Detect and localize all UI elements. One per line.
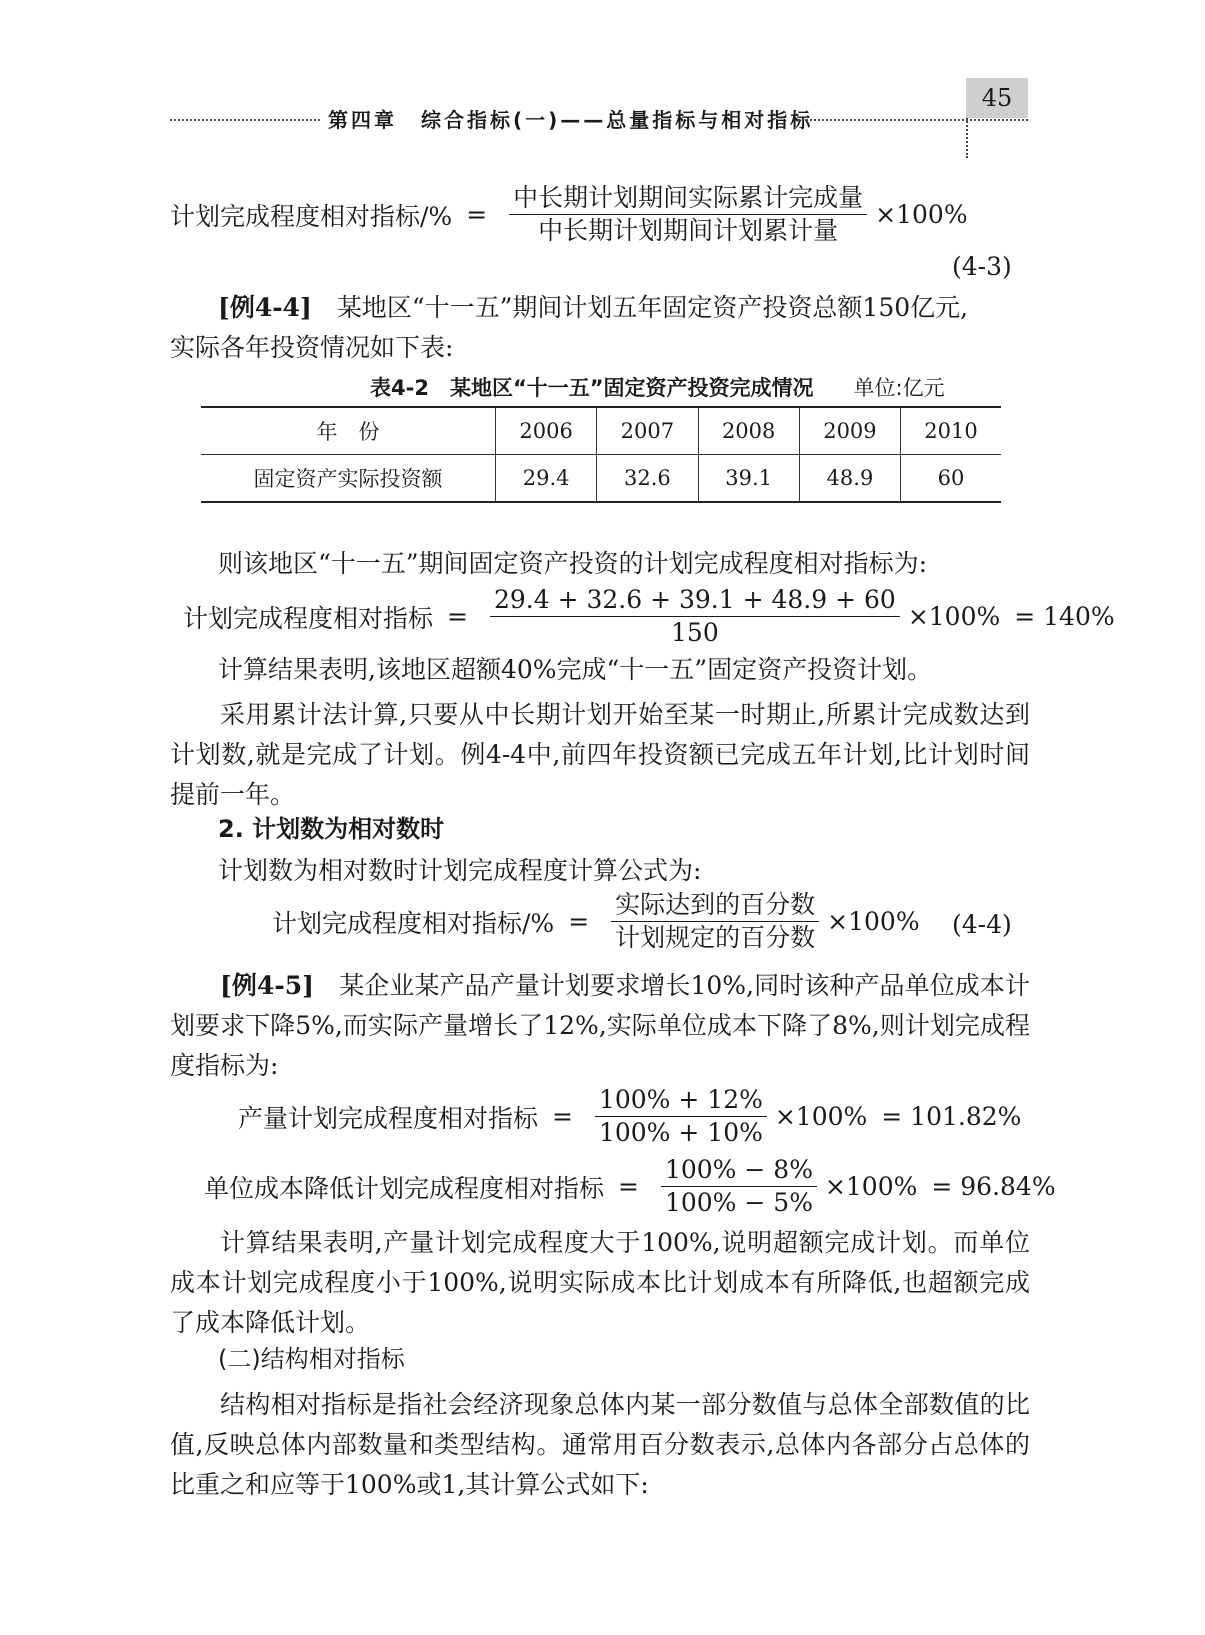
formula-label: 单位成本降低计划完成程度相对指标	[204, 1173, 605, 1203]
table-cell: 60	[901, 455, 1001, 503]
table-cell: 2008	[698, 407, 799, 455]
formula-equals: =	[466, 200, 488, 229]
example-tag: [例4-5]	[220, 971, 315, 1000]
formula-result: = 96.84%	[931, 1172, 1056, 1201]
formula-denominator: 100% − 5%	[664, 1188, 813, 1217]
example-4-5	[170, 966, 1030, 1086]
formula-multiplier: ×100%	[774, 1102, 868, 1131]
formula-label: 计划完成程度相对指标/%	[170, 201, 453, 231]
example-text: 某企业某产品产量计划要求增长10%,同时该种产品单位成本计划要求下降5%,而实际产量增长了12%,实际单位成本下降了8%,则计划完成程度指标为:	[170, 971, 1030, 1080]
formula-multiplier: ×100%	[875, 200, 968, 229]
formula-result: = 140%	[1014, 602, 1115, 631]
table-cell: 32.6	[597, 455, 698, 503]
formula-4-4	[272, 890, 920, 953]
equation-number-4-4: (4-4)	[952, 910, 1012, 939]
example-4-4-line2: 实际各年投资情况如下表:	[170, 333, 454, 362]
formula-equals: =	[447, 602, 468, 631]
section-2-heading: 2. 计划数为相对数时	[218, 815, 445, 843]
cumulative-paragraph: 采用累计法计算,只要从中长期计划开始至某一时期止,所累计完成数达到计划数,就是完成了计划。例4-4中,前四年投资额已完成五年计划,比计划时间提前一年。	[170, 700, 1030, 809]
formula-fraction	[611, 890, 819, 953]
equation-number-4-3: (4-3)	[952, 252, 1012, 281]
header-rule-right	[798, 119, 1028, 121]
formula-numerator: 中长期计划期间实际累计完成量	[509, 183, 867, 215]
formula-multiplier: ×100%	[907, 602, 1001, 631]
chapter-title: 综合指标(一)——总量指标与相对指标	[421, 108, 814, 132]
example-text: 某地区“十一五”期间计划五年固定资产投资总额150亿元,	[336, 293, 969, 322]
table-cell: 2009	[799, 407, 900, 455]
structure-paragraph: 结构相对指标是指社会经济现象总体内某一部分数值与总体全部数值的比值,反映总体内部数量和类型结构。通常用百分数表示,总体内各部分占总体的比重之和应等于100%或1,其计算公式如下:	[170, 1390, 1030, 1499]
formula-result: = 101.82%	[881, 1102, 1022, 1131]
header-vertical-rule	[966, 118, 968, 158]
table-row	[201, 455, 1001, 503]
formula-label: 产量计划完成程度相对指标	[238, 1103, 539, 1133]
formula-intro: 计划数为相对数时计划完成程度计算公式为:	[218, 856, 702, 885]
formula-equals: =	[552, 1102, 573, 1131]
example-4-4-line1	[218, 293, 968, 323]
formula-multiplier: ×100%	[824, 1172, 918, 1201]
table-cell: 48.9	[799, 455, 900, 503]
result-intro: 则该地区“十一五”期间固定资产投资的计划完成程度相对指标为:	[218, 549, 927, 578]
formula-denominator: 中长期计划期间计划累计量	[538, 216, 839, 245]
table-unit: 单位:亿元	[853, 376, 945, 400]
formula-fraction	[509, 183, 867, 246]
table-cell: 2006	[496, 407, 597, 455]
formula-4-3	[170, 183, 968, 246]
formula-fraction	[661, 1155, 817, 1218]
formula-numerator: 29.4 + 32.6 + 39.1 + 48.9 + 60	[490, 585, 900, 617]
running-header	[328, 104, 813, 133]
formula-denominator: 150	[671, 618, 719, 647]
formula-equals: =	[618, 1172, 639, 1201]
table-cell: 2010	[901, 407, 1001, 455]
section-structure-heading: (二)结构相对指标	[218, 1345, 405, 1373]
header-rule-left	[170, 119, 320, 121]
conclusion-1: 计算结果表明,该地区超额40%完成“十一五”固定资产投资计划。	[218, 655, 933, 684]
formula-fraction	[595, 1085, 767, 1148]
formula-fraction	[490, 585, 900, 648]
investment-table	[201, 406, 1001, 503]
table-cell: 29.4	[496, 455, 597, 503]
formula-numerator: 100% − 8%	[661, 1155, 817, 1187]
formula-cost	[204, 1155, 1056, 1218]
formula-output	[238, 1085, 1021, 1148]
table-header-row	[201, 407, 1001, 455]
formula-denominator: 100% + 10%	[598, 1118, 763, 1147]
formula-numerator: 100% + 12%	[595, 1085, 767, 1117]
table-cell: 固定资产实际投资额	[201, 455, 496, 503]
table-cell: 39.1	[698, 455, 799, 503]
chapter-label: 第四章	[328, 108, 397, 132]
table-title: 表4-2 某地区“十一五”固定资产投资完成情况	[370, 376, 814, 400]
table-caption	[370, 372, 945, 402]
formula-numerator: 实际达到的百分数	[611, 890, 819, 922]
formula-multiplier: ×100%	[827, 907, 920, 936]
table-cell: 年 份	[201, 407, 496, 455]
formula-calculation	[183, 585, 1115, 648]
page-number: 45	[966, 78, 1028, 118]
formula-label: 计划完成程度相对指标	[183, 603, 434, 633]
example-tag: [例4-4]	[218, 293, 312, 322]
conclusion-2: 计算结果表明,产量计划完成程度大于100%,说明超额完成计划。而单位成本计划完成程度小于100%,说明实际成本比计划成本有所降低,也超额完成了成本降低计划。	[170, 1228, 1030, 1337]
table-cell: 2007	[597, 407, 698, 455]
formula-equals: =	[568, 907, 590, 936]
formula-label: 计划完成程度相对指标/%	[272, 908, 555, 938]
formula-denominator: 计划规定的百分数	[615, 923, 816, 952]
